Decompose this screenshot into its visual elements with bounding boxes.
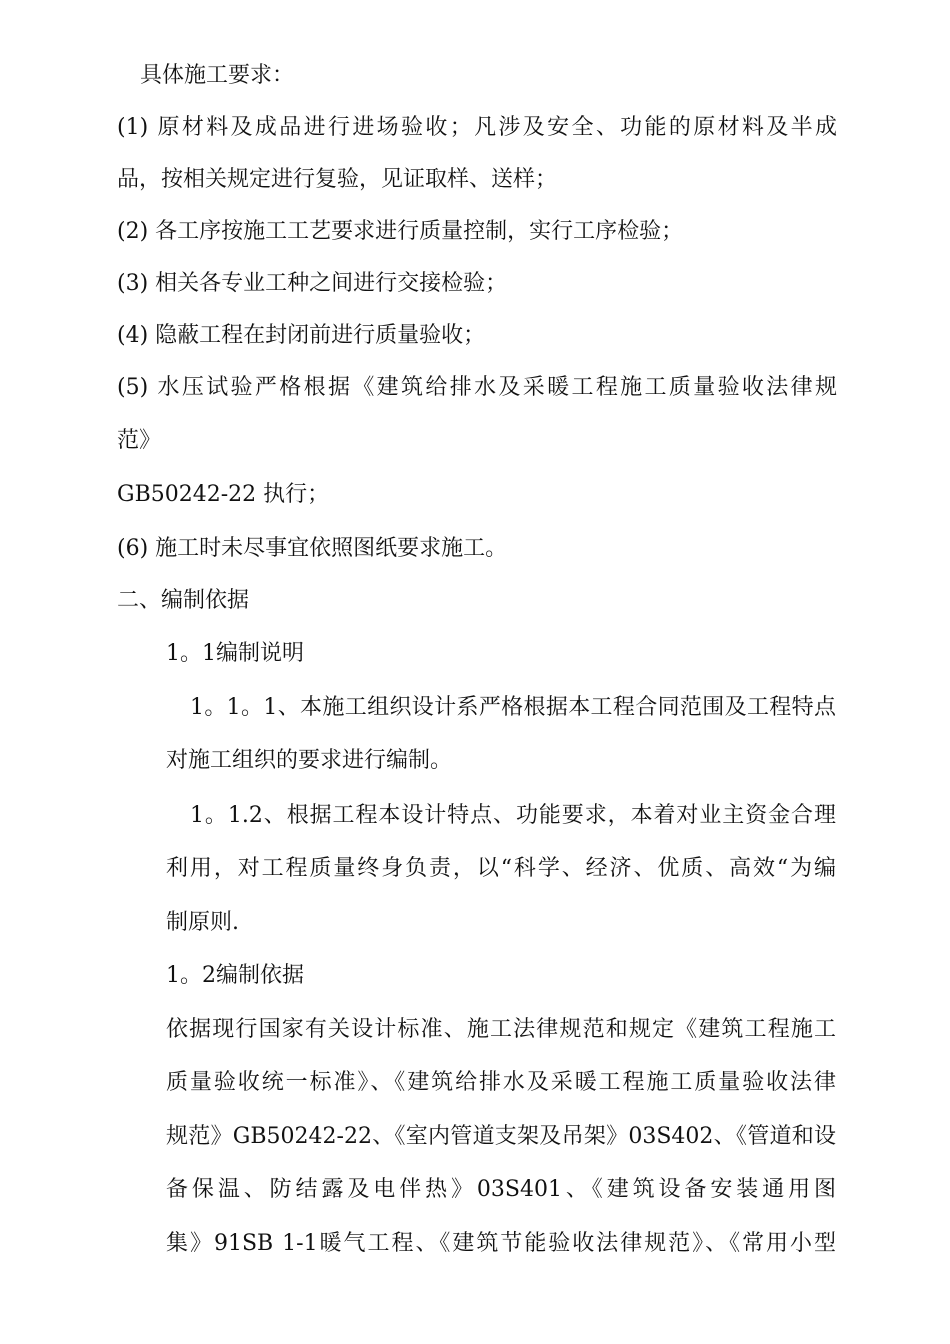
text-line: (5) 水压试验严格根据《建筑给排水及采暖工程施工质量验收法律规 bbox=[117, 375, 837, 400]
text-line: 品，按相关规定进行复验，见证取样、送样； bbox=[117, 167, 558, 192]
subsection-heading: 1。2编制依据 bbox=[166, 963, 304, 988]
text-line: 1。1.2、根据工程本设计特点、功能要求，本着对业主资金合理 bbox=[190, 803, 836, 828]
text-line: 具体施工要求： bbox=[140, 63, 295, 88]
text-line: (4) 隐蔽工程在封闭前进行质量验收； bbox=[117, 323, 486, 348]
text-line: 依据现行国家有关设计标准、施工法律规范和规定《建筑工程施工 bbox=[166, 1017, 836, 1042]
text-line: 对施工组织的要求进行编制。 bbox=[166, 748, 453, 773]
text-line: 备保温、防结露及电伴热》03S401、《建筑设备安装通用图 bbox=[166, 1177, 836, 1202]
text-line: 利用，对工程质量终身负责，以“科学、经济、优质、高效“为编 bbox=[166, 856, 836, 881]
text-line: (2) 各工序按施工工艺要求进行质量控制，实行工序检验； bbox=[117, 219, 684, 244]
text-line: (3) 相关各专业工种之间进行交接检验； bbox=[117, 271, 508, 296]
text-line: (1) 原材料及成品进行进场验收；凡涉及安全、功能的原材料及半成 bbox=[117, 115, 837, 140]
text-line: 范》 bbox=[117, 428, 162, 453]
text-line: 规范》GB50242-22、《室内管道支架及吊架》03S402、《管道和设 bbox=[166, 1124, 836, 1149]
text-line: 1。1。1、本施工组织设计系严格根据本工程合同范围及工程特点 bbox=[190, 695, 836, 720]
subsection-heading: 1。1编制说明 bbox=[166, 641, 304, 666]
text-line: 制原则. bbox=[166, 910, 239, 935]
text-line: 集》91SB 1-1暖气工程、《建筑节能验收法律规范》、《常用小型 bbox=[166, 1231, 836, 1256]
section-heading: 二、编制依据 bbox=[117, 588, 250, 613]
text-line: 质量验收统一标准》、《建筑给排水及采暖工程施工质量验收法律 bbox=[166, 1070, 836, 1095]
text-line: GB50242-22 执行； bbox=[117, 482, 330, 507]
text-line: (6) 施工时未尽事宜依照图纸要求施工。 bbox=[117, 536, 508, 561]
